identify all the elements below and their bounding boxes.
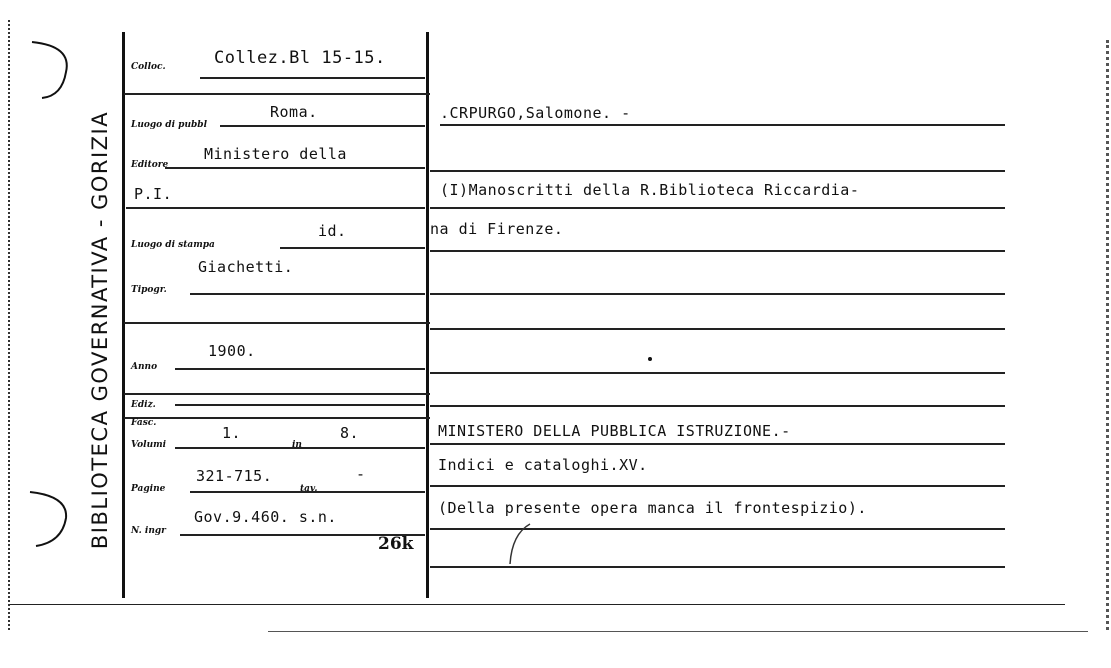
right-rule-8 [430, 405, 1005, 407]
value-collocazione: Collez.Bl 15-15. [214, 48, 386, 68]
card-bottom-line [10, 604, 1065, 605]
value-series-line2: Indici e cataloghi.XV. [438, 456, 648, 474]
label-editore: Editore [131, 160, 169, 170]
right-rule-10 [430, 485, 1005, 487]
left-column-rule [122, 32, 125, 598]
label-tav: tav. [300, 484, 318, 494]
card-bottom-line-2 [268, 631, 1088, 632]
value-author: .CRPURGO,Salomone. - [440, 104, 631, 122]
underline-stampa [280, 247, 425, 249]
value-editore-line1: Ministero della [204, 145, 347, 163]
rule-4 [124, 417, 430, 419]
library-side-title: BIBLIOTECA GOVERNATIVA - GORIZIA [88, 110, 112, 550]
value-in: 8. [340, 424, 360, 442]
punch-hole-bottom [26, 488, 76, 550]
label-luogo-stampa: Luogo di stampa [131, 240, 215, 250]
pencil-stroke [500, 520, 540, 570]
middle-column-rule [426, 32, 429, 598]
underline-ediz [175, 404, 425, 406]
punch-hole-top [28, 38, 78, 102]
right-rule-5 [430, 293, 1005, 295]
label-anno: Anno [131, 362, 158, 372]
rule-1 [124, 93, 430, 95]
value-note: (Della presente opera manca il frontespizio). [438, 499, 867, 517]
right-rule-7 [430, 372, 1005, 374]
label-tipografo: Tipogr. [131, 285, 167, 295]
value-title-line1: (I)Manoscritti della R.Biblioteca Riccardia- [440, 181, 860, 199]
value-volumi: 1. [222, 424, 242, 442]
ink-dot [648, 357, 652, 361]
right-rule-6 [430, 328, 1005, 330]
value-series-line1: MINISTERO DELLA PUBBLICA ISTRUZIONE.- [438, 422, 791, 440]
value-pagine: 321-715. [196, 467, 273, 485]
underline-colloc [200, 77, 425, 79]
value-title-line2: na di Firenze. [430, 220, 564, 238]
right-rule-2 [430, 170, 1005, 172]
value-tipografo: Giachetti. [198, 258, 294, 276]
underline-anno [175, 368, 425, 370]
underline-editore2 [126, 207, 425, 209]
value-anno: 1900. [208, 342, 256, 360]
rule-3 [124, 393, 430, 395]
label-n-ingr: N. ingr [131, 526, 166, 536]
label-pagine: Pagine [131, 484, 166, 494]
label-fasc: Fasc. [131, 418, 157, 428]
right-rule-4 [430, 250, 1005, 252]
label-collocazione: Colloc. [131, 62, 166, 72]
right-rule-9 [430, 443, 1005, 445]
handwritten-mark: 26k [378, 534, 414, 554]
card-right-edge [1092, 40, 1109, 630]
label-in: in [292, 440, 302, 450]
value-tav: - [356, 465, 366, 483]
underline-editore [165, 167, 425, 169]
label-edizione: Ediz. [131, 400, 156, 410]
underline-luogo [220, 125, 425, 127]
right-rule-1 [440, 124, 1005, 126]
right-rule-3 [430, 207, 1005, 209]
value-luogo-pubbl: Roma. [270, 103, 318, 121]
rule-2 [124, 322, 430, 324]
label-volumi: Volumi [131, 440, 167, 450]
card-left-edge [8, 20, 16, 630]
underline-tipogr [190, 293, 425, 295]
label-luogo-pubbl: Luogo di pubbl [131, 120, 207, 130]
value-editore-line2: P.I. [134, 185, 173, 203]
value-n-ingr: Gov.9.460. s.n. [194, 508, 337, 526]
value-luogo-stampa: id. [318, 222, 347, 240]
